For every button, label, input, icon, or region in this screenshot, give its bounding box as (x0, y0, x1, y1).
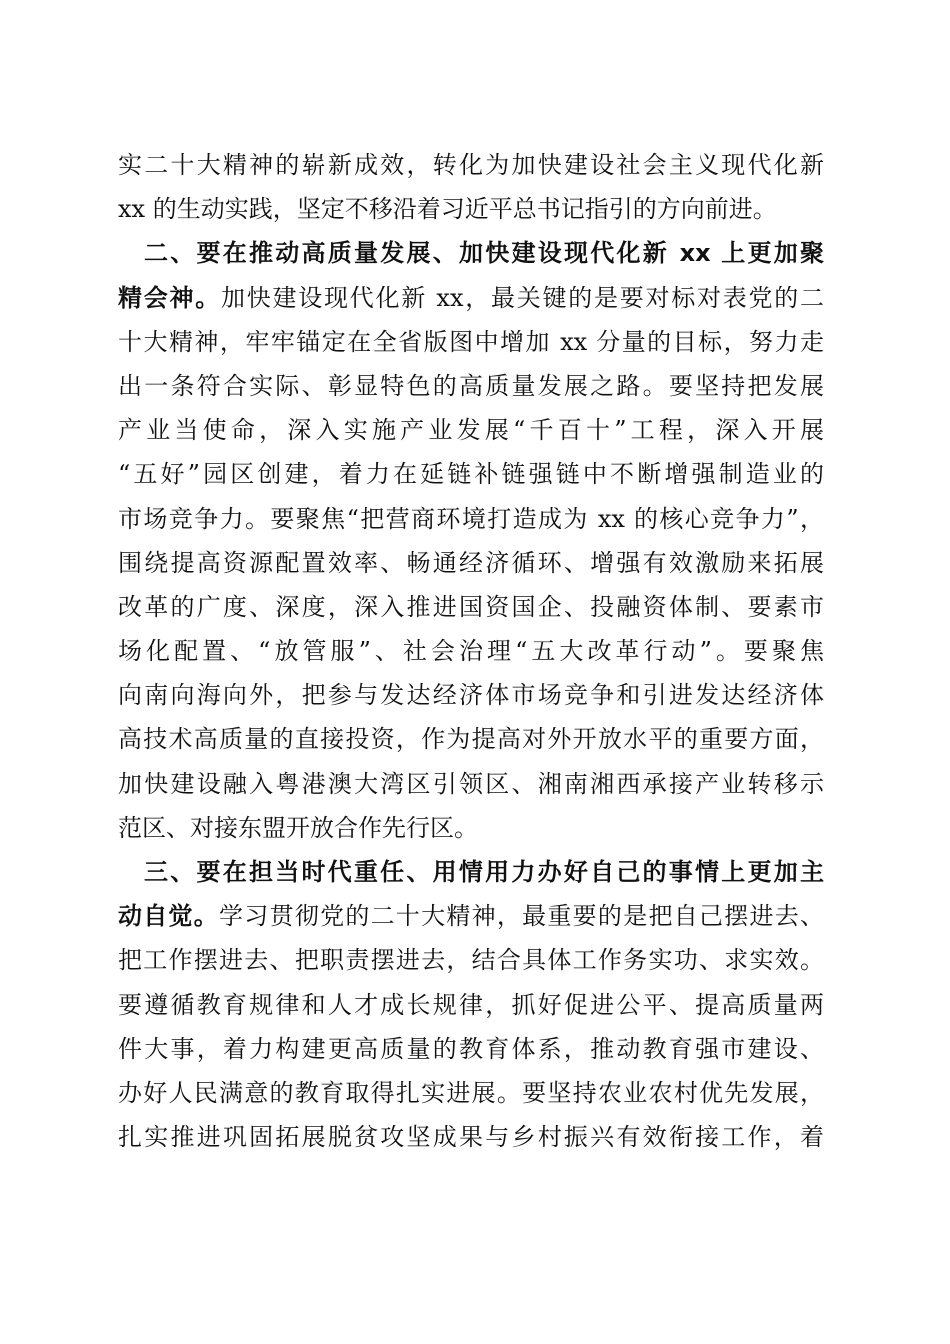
text-line: 改革的广度、深度，深入推进国资国企、投融资体制、要素市 (118, 592, 824, 621)
text-line: 件大事，着力构建更高质量的教育体系，推动教育强市建设、 (118, 1034, 824, 1063)
text-line: 扎实推进巩固拓展脱贫攻坚成果与乡村振兴有效衔接工作，着 (118, 1123, 824, 1152)
section-heading-end: 精会神。 (118, 283, 222, 312)
text-line: 产业当使命，深入实施产业发展“千百十”工程，深入开展 (118, 416, 824, 445)
text-line: “五好”园区创建，着力在延链补链强链中不断增强制造业的 (118, 460, 824, 489)
text-line: 出一条符合实际、彰显特色的高质量发展之路。要坚持把发展 (118, 371, 824, 400)
section-heading: 三、要在担当时代重任、用情用力办好自己的事情上更加主 (144, 858, 824, 886)
text-line: 要遵循教育规律和人才成长规律，抓好促进公平、提高质量两 (118, 990, 824, 1019)
document-page (118, 143, 824, 1159)
text-line (118, 894, 824, 938)
text-line: 办好人民满意的教育取得扎实进展。要坚持农业农村优先发展， (118, 1078, 824, 1107)
text-line: 场化配置、“放管服”、社会治理“五大改革行动”。要聚焦 (118, 637, 824, 666)
section-heading: 二、要在推动高质量发展、加快建设现代化新 xx 上更加聚 (144, 239, 824, 268)
text-line: 市场竞争力。要聚焦“把营商环境打造成为 xx 的核心竞争力”， (118, 504, 824, 533)
text-line: xx 的生动实践，坚定不移沿着习近平总书记指引的方向前进。 (118, 195, 777, 224)
text-line: 十大精神，牢牢锚定在全省版图中增加 xx 分量的目标，努力走 (118, 327, 824, 356)
paragraph-section-two (118, 231, 824, 850)
text-line: 范区、对接东盟开放合作先行区。 (118, 813, 478, 842)
section-heading-end: 动自觉。 (118, 902, 220, 931)
text-span: 学习贯彻党的二十大精神，最重要的是把自己摆进去、 (219, 902, 824, 931)
text-line: 加快建设融入粤港澳大湾区引领区、湘南湘西承接产业转移示 (118, 769, 824, 798)
text-span: 加快建设现代化新 xx，最关键的是要对标对表党的二 (221, 283, 824, 312)
text-line (118, 276, 824, 320)
text-line: 高技术高质量的直接投资，作为提高对外开放水平的重要方面， (118, 725, 824, 754)
paragraph-continuation (118, 143, 824, 231)
text-line: 围绕提高资源配置效率、畅通经济循环、增强有效激励来拓展 (118, 548, 824, 577)
paragraph-section-three (118, 850, 824, 1159)
text-line: 实二十大精神的崭新成效，转化为加快建设社会主义现代化新 (118, 151, 824, 179)
text-line: 把工作摆进去、把职责摆进去，结合具体工作务实功、求实效。 (118, 946, 824, 975)
text-line: 向南向海向外，把参与发达经济体市场竞争和引进发达经济体 (118, 681, 824, 710)
